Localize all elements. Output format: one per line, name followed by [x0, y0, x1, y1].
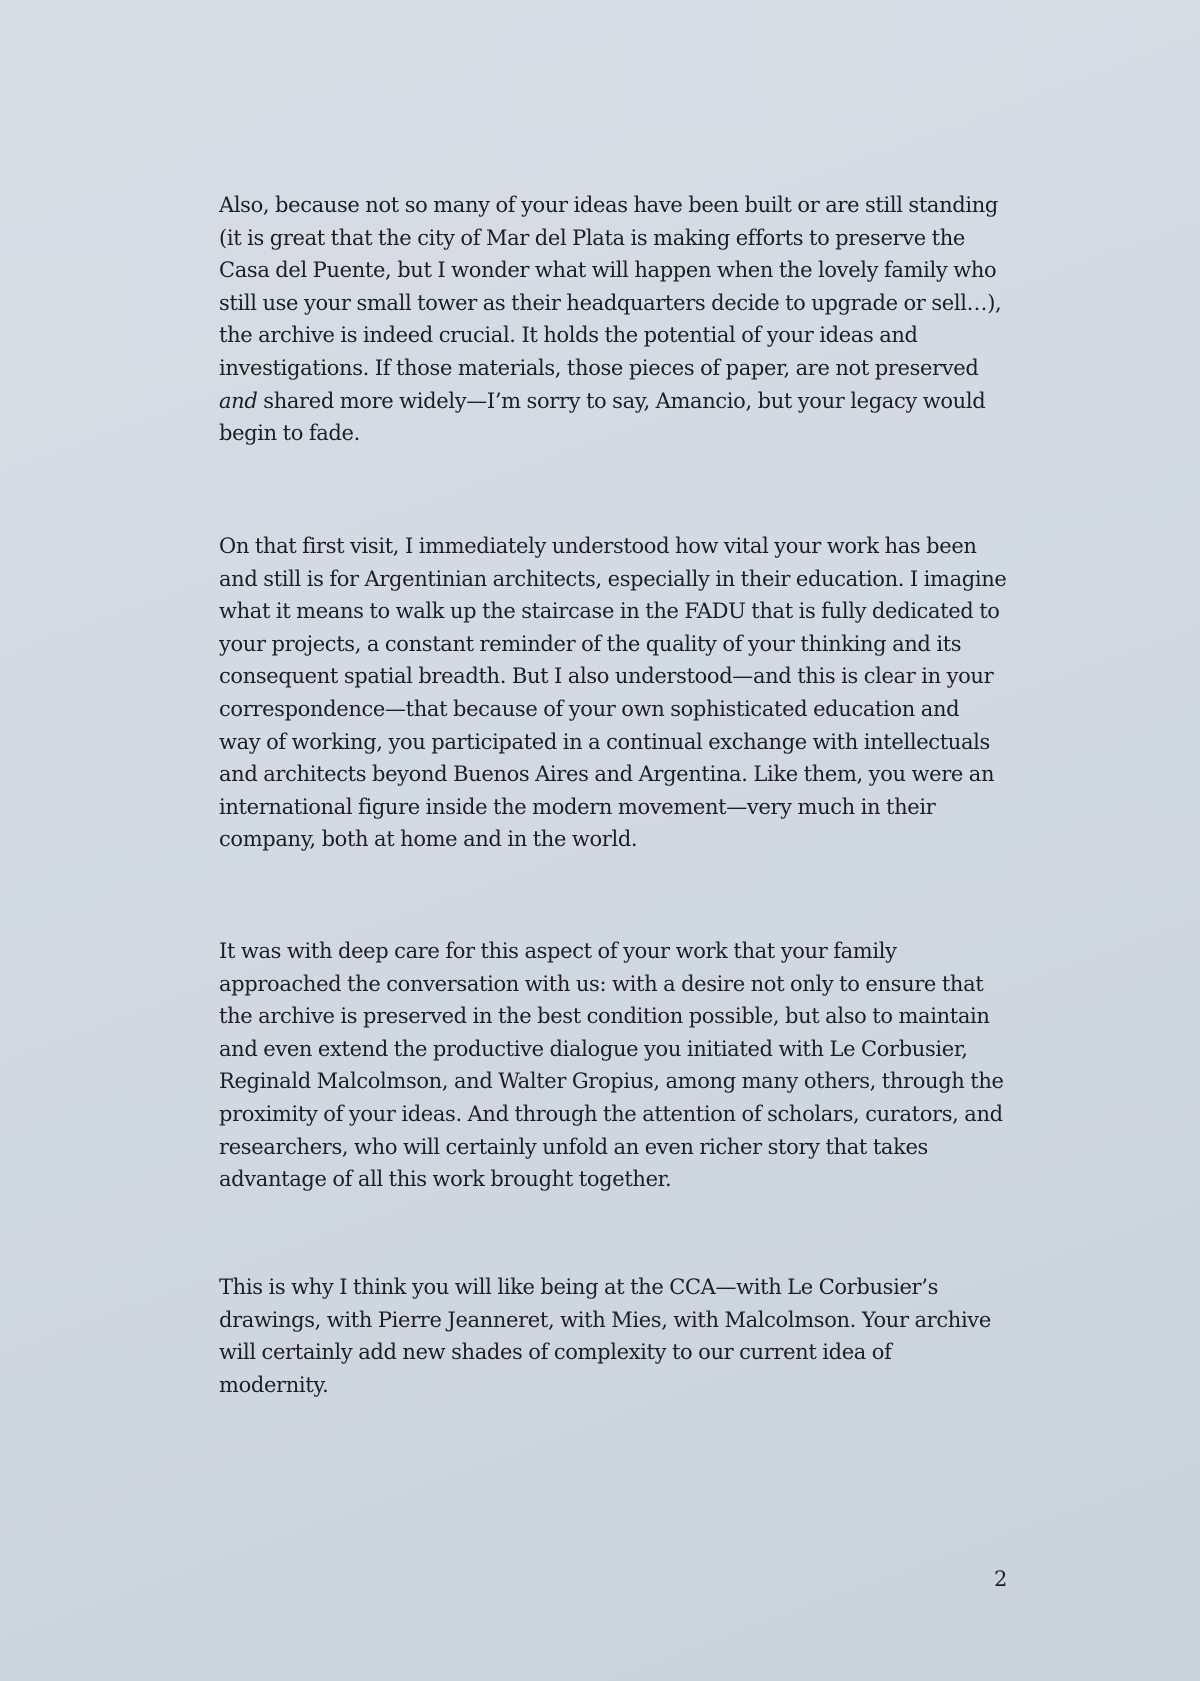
text-line: modernity.	[219, 1372, 329, 1397]
text-line: correspondence—that because of your own sophisticated education and	[219, 696, 960, 721]
text-line: proximity of your ideas. And through the attention of scholars, curators, and	[219, 1101, 1003, 1126]
text-line: consequent spatial breadth. But I also understood—and this is clear in your	[219, 664, 994, 689]
paragraph-archive-importance	[219, 189, 1014, 450]
text-line: approached the conversation with us: with a desire not only to ensure that	[219, 971, 984, 996]
paragraph-text	[219, 935, 1014, 1196]
text-line: (it is great that the city of Mar del Plata is making efforts to preserve the	[219, 225, 965, 250]
text-line: international figure inside the modern movement—very much in their	[219, 794, 936, 819]
text-line: Casa del Puente, but I wonder what will happen when the lovely family who	[219, 258, 997, 283]
text-line: Reginald Malcolmson, and Walter Gropius, among many others, through the	[219, 1069, 1004, 1094]
text-line: and architects beyond Buenos Aires and Argentina. Like them, you were an	[219, 762, 995, 787]
text-line: On that first visit, I immediately understood how vital your work has been	[219, 534, 977, 558]
text-line: advantage of all this work brought together.	[219, 1167, 672, 1192]
text-line: way of working, you participated in a continual exchange with intellectuals	[219, 729, 990, 754]
text-line: Also, because not so many of your ideas have been built or are still standing	[219, 193, 999, 217]
text-line: your projects, a constant reminder of the quality of your thinking and its	[219, 631, 962, 656]
paragraph-text	[219, 1271, 1014, 1401]
text-line: This is why I think you will like being at the CCA—with Le Corbusier’s	[219, 1275, 938, 1299]
paragraph-family-care	[219, 935, 1014, 1196]
paragraph-first-visit	[219, 530, 1014, 856]
text-line-rest: shared more widely—I’m sorry to say, Amancio, but your legacy would	[263, 388, 986, 413]
paragraph-text	[219, 530, 1014, 856]
text-line	[219, 385, 1014, 418]
paragraph-text	[219, 189, 1014, 450]
text-line: still use your small tower as their headquarters decide to upgrade or sell…),	[219, 290, 1002, 315]
text-line: will certainly add new shades of complexity to our current idea of	[219, 1340, 892, 1365]
text-line: drawings, with Pierre Jeanneret, with Mies, with Malcolmson. Your archive	[219, 1307, 991, 1332]
emphasis-word: and	[219, 388, 258, 413]
text-line: company, both at home and in the world.	[219, 827, 638, 852]
text-line: what it means to walk up the staircase in the FADU that is fully dedicated to	[219, 599, 1000, 624]
paragraph-cca	[219, 1271, 1014, 1401]
text-line: and still is for Argentinian architects, especially in their education. I imagine	[219, 566, 1007, 591]
text-line: the archive is preserved in the best condition possible, but also to maintain	[219, 1004, 990, 1029]
text-line: and even extend the productive dialogue you initiated with Le Corbusier,	[219, 1036, 968, 1061]
text-line: investigations. If those materials, those pieces of paper, are not preserved	[219, 355, 979, 380]
text-line: the archive is indeed crucial. It holds the potential of your ideas and	[219, 323, 918, 348]
text-line: It was with deep care for this aspect of your work that your family	[219, 939, 897, 963]
text-line: begin to fade.	[219, 421, 360, 446]
page-number: 2	[994, 1567, 1008, 1591]
text-line: researchers, who will certainly unfold an even richer story that takes	[219, 1134, 928, 1159]
